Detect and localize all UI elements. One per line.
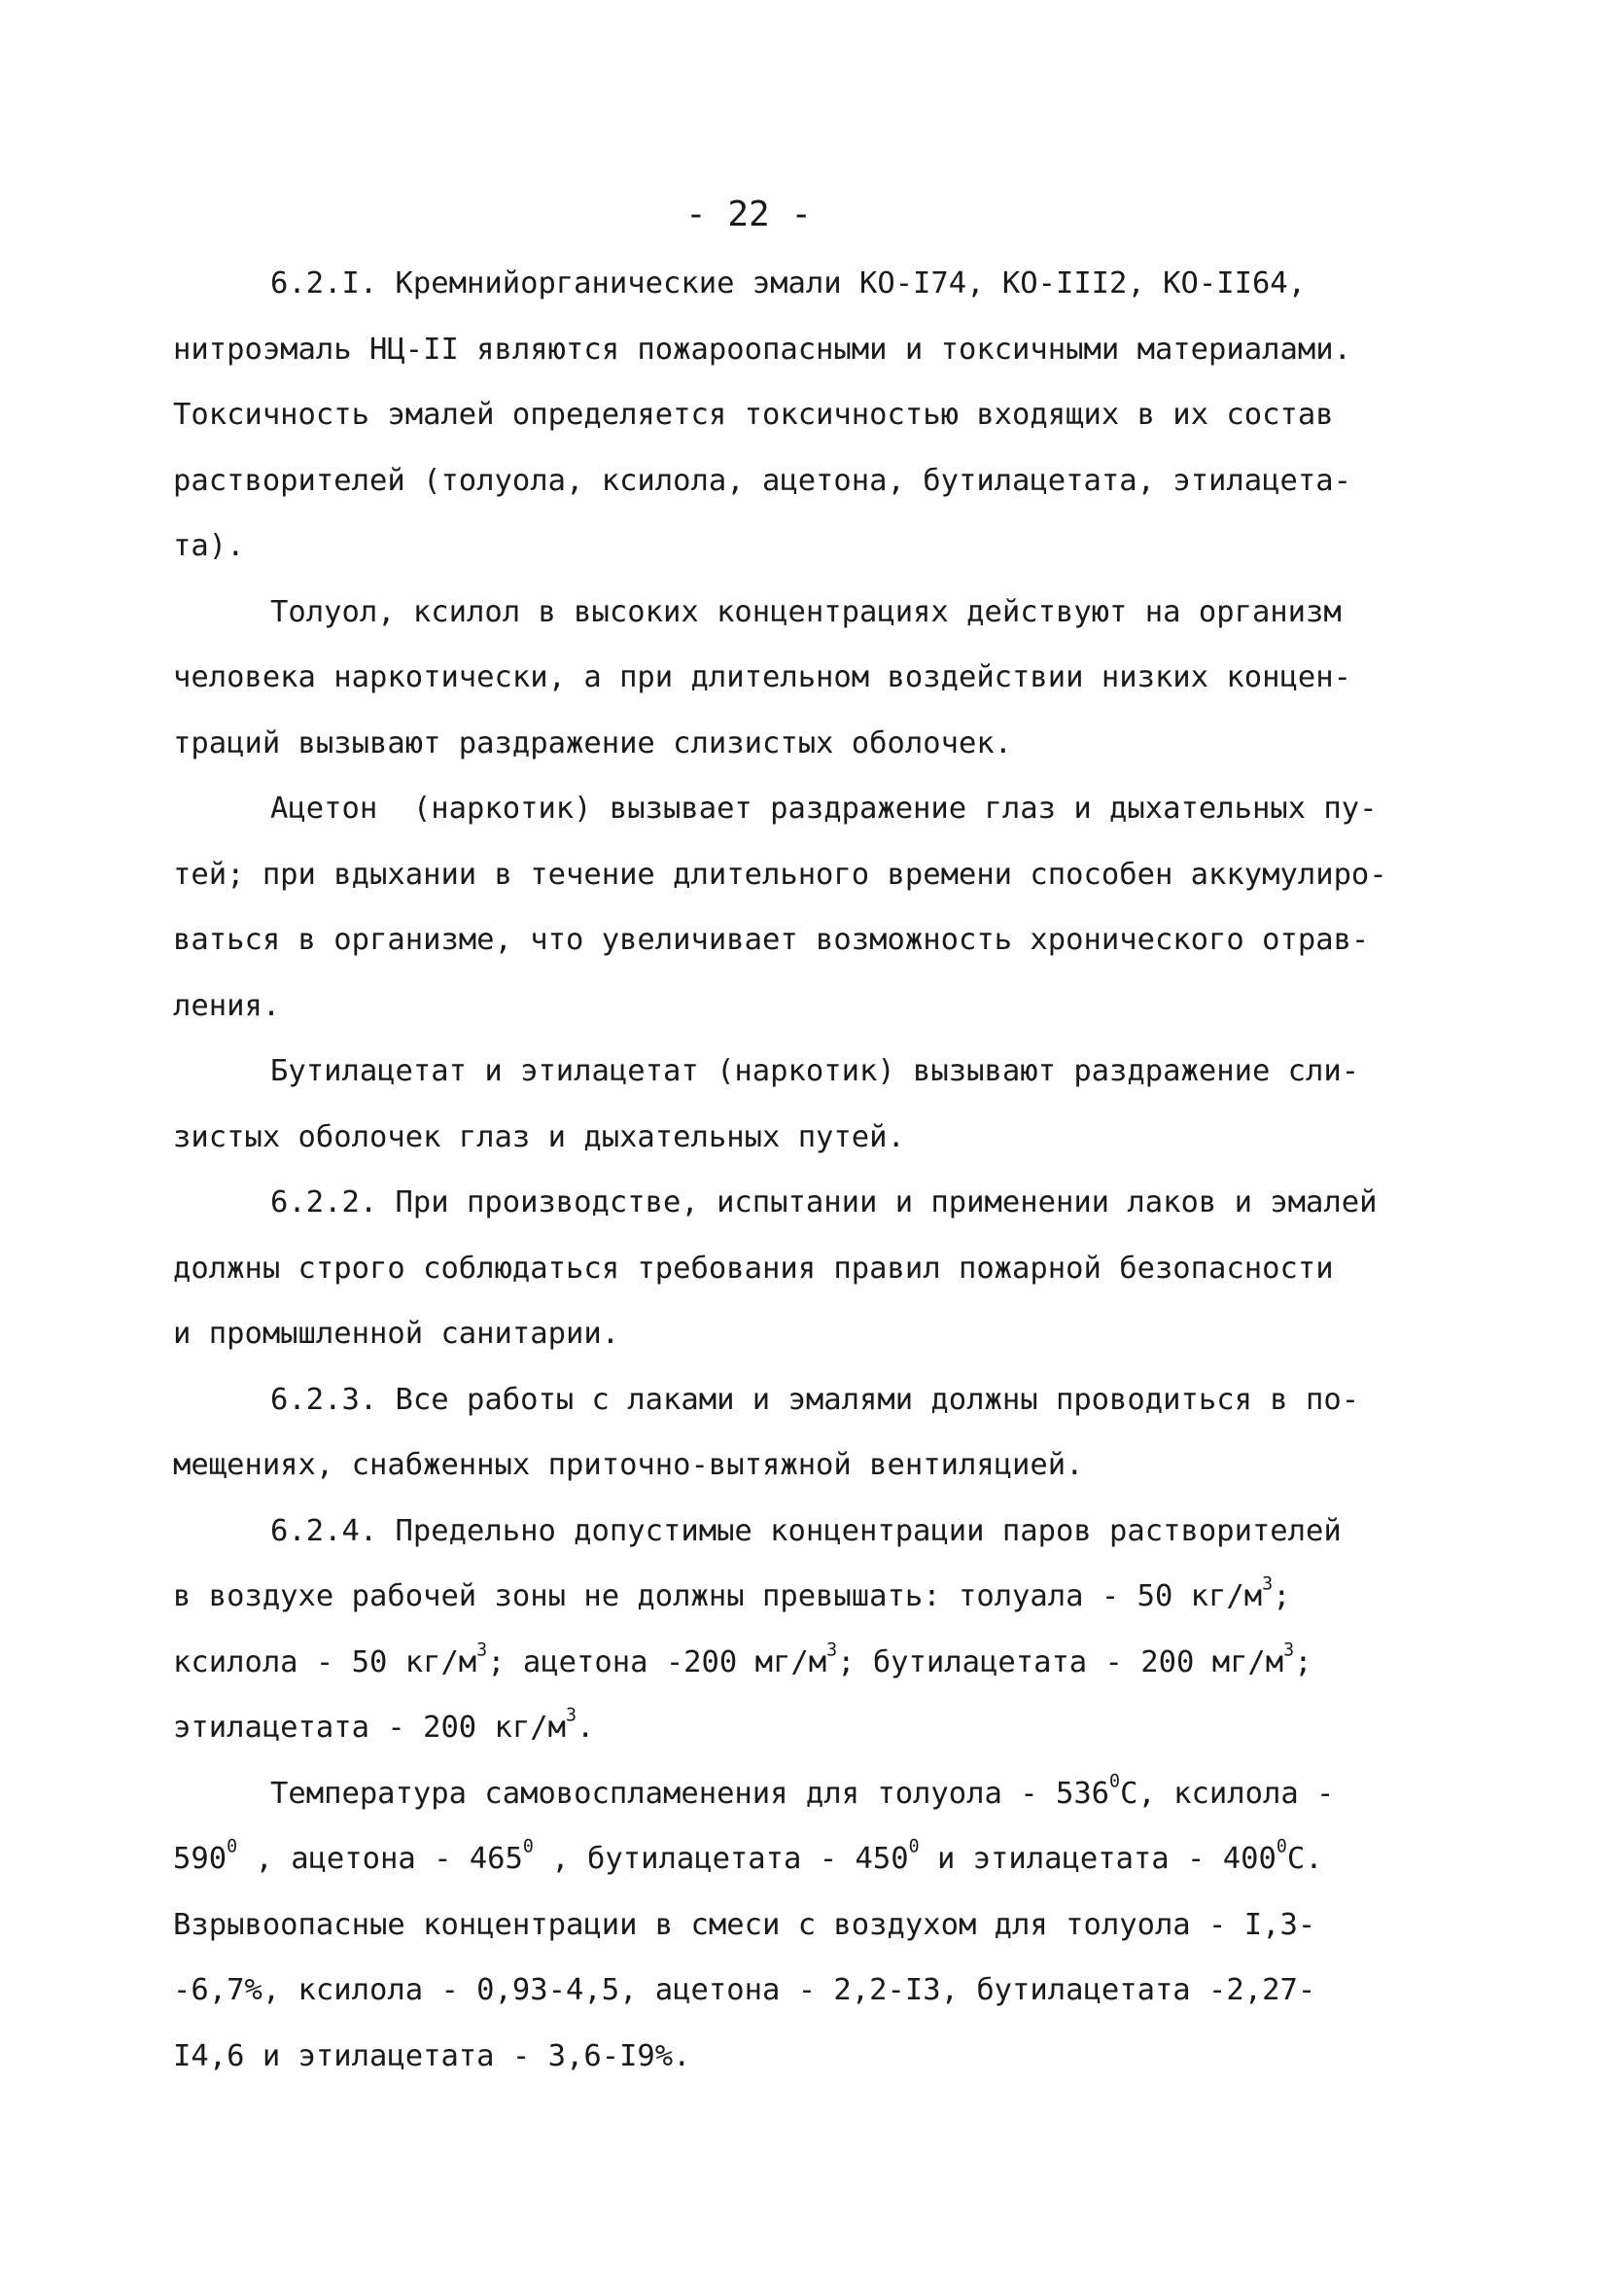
text-segment: в воздухе рабочей зоны не должны превышать: толуала - 50 кг/м (173, 1579, 1263, 1613)
text-line: 6.2.I. Кремнийорганические эмали КО-I74, КО-III2, КО-II64, (270, 266, 1307, 300)
text-line: Взрывоопасные концентрации в смеси с воздухом для толуола - I,3- (173, 1907, 1316, 1942)
text-segment: ; ацетона -200 мг/м (487, 1644, 827, 1679)
superscript-cube: 3 (826, 1640, 838, 1661)
superscript-cube: 3 (476, 1640, 488, 1661)
paragraph-aceton (173, 776, 1456, 1039)
text-line: человека наркотически, а при длительном воздействии низких концен- (173, 660, 1351, 694)
superscript-degree: 0 (908, 1836, 920, 1857)
paragraph-toluol (173, 580, 1456, 777)
text-line: и промышленной санитарии. (173, 1317, 620, 1351)
superscript-cube: 3 (1262, 1573, 1274, 1595)
text-line: Толуол, ксилол в высоких концентрациях действуют на организм (270, 594, 1342, 629)
paragraph-6-2-1 (173, 251, 1456, 580)
superscript-cube: 3 (1283, 1640, 1295, 1661)
text-segment: и этилацетата - 400 (919, 1842, 1277, 1876)
text-line: растворителей (толуола, ксилола, ацетона, бутилацетата, этилацета- (173, 463, 1351, 498)
text-line: тей; при вдыхании в течение длительного времени способен аккумулиро- (173, 857, 1387, 892)
text-line (173, 1564, 1456, 1630)
text-line (173, 1695, 1456, 1761)
paragraph-temperature (173, 1761, 1456, 2090)
text-line: ления. (173, 988, 281, 1023)
superscript-degree: 0 (1276, 1836, 1287, 1857)
text-line: -6,7%, ксилола - 0,93-4,5, ацетона - 2,2-I3, бутилацетата -2,27- (173, 1973, 1316, 2007)
superscript-degree: 0 (1109, 1771, 1121, 1792)
text-line: зистых оболочек глаз и дыхательных путей. (173, 1119, 905, 1154)
superscript-cube: 3 (565, 1705, 577, 1726)
text-segment: ; бутилацетата - 200 мг/м (837, 1644, 1284, 1679)
text-segment: . (577, 1711, 595, 1745)
paragraph-6-2-2 (173, 1170, 1456, 1367)
text-line: I4,6 и этилацетата - 3,6-I9%. (173, 2038, 691, 2073)
text-segment: , ацетона - 465 (237, 1842, 523, 1876)
text-line: 6.2.2. При производстве, испытании и применении лаков и эмалей (270, 1185, 1378, 1219)
page-number: - 22 - (684, 194, 813, 234)
text-segment: 590 (173, 1842, 227, 1876)
text-segment: С, ксилола - (1120, 1776, 1335, 1811)
text-segment: ; (1294, 1644, 1312, 1679)
text-line: ваться в организме, что увеличивает возможность хронического отрав- (173, 923, 1370, 957)
text-segment: Температура самовоспламенения для толуола - 536 (270, 1776, 1110, 1811)
superscript-degree: 0 (227, 1836, 238, 1857)
document-body (173, 251, 1456, 2089)
text-line (173, 1630, 1456, 1696)
text-line: нитроэмаль НЦ-II являются пожароопасными и токсичными материалами. (173, 332, 1351, 367)
text-segment: , бутилацетата - 450 (533, 1842, 909, 1876)
text-segment: ; (1273, 1579, 1291, 1613)
text-line (173, 1761, 1456, 1827)
text-segment: ксилола - 50 кг/м (173, 1644, 477, 1679)
text-line: мещениях, снабженных приточно-вытяжной вентиляцией. (173, 1448, 1084, 1482)
text-line: Токсичность эмалей определяется токсичностью входящих в их состав (173, 398, 1334, 432)
text-line: должны строго соблюдаться требования правил пожарной безопасности (173, 1251, 1334, 1286)
text-line: Ацетон (наркотик) вызывает раздражение глаз и дыхательных пу- (270, 792, 1378, 826)
paragraph-butilacetat (173, 1039, 1456, 1170)
text-line: та). (173, 529, 245, 563)
text-line: 6.2.4. Предельно допустимые концентрации паров растворителей (270, 1513, 1342, 1548)
text-line: 6.2.3. Все работы с лаками и эмалями должны проводиться в по- (270, 1382, 1360, 1417)
text-line (173, 1826, 1456, 1892)
text-line: Бутилацетат и этилацетат (наркотик) вызывают раздражение сли- (270, 1054, 1360, 1088)
text-line: траций вызывают раздражение слизистых оболочек. (173, 725, 1013, 760)
paragraph-6-2-4 (173, 1499, 1456, 1761)
text-segment: этилацетата - 200 кг/м (173, 1711, 566, 1745)
paragraph-6-2-3 (173, 1367, 1456, 1499)
text-segment: С. (1286, 1842, 1323, 1876)
superscript-degree: 0 (522, 1836, 534, 1857)
